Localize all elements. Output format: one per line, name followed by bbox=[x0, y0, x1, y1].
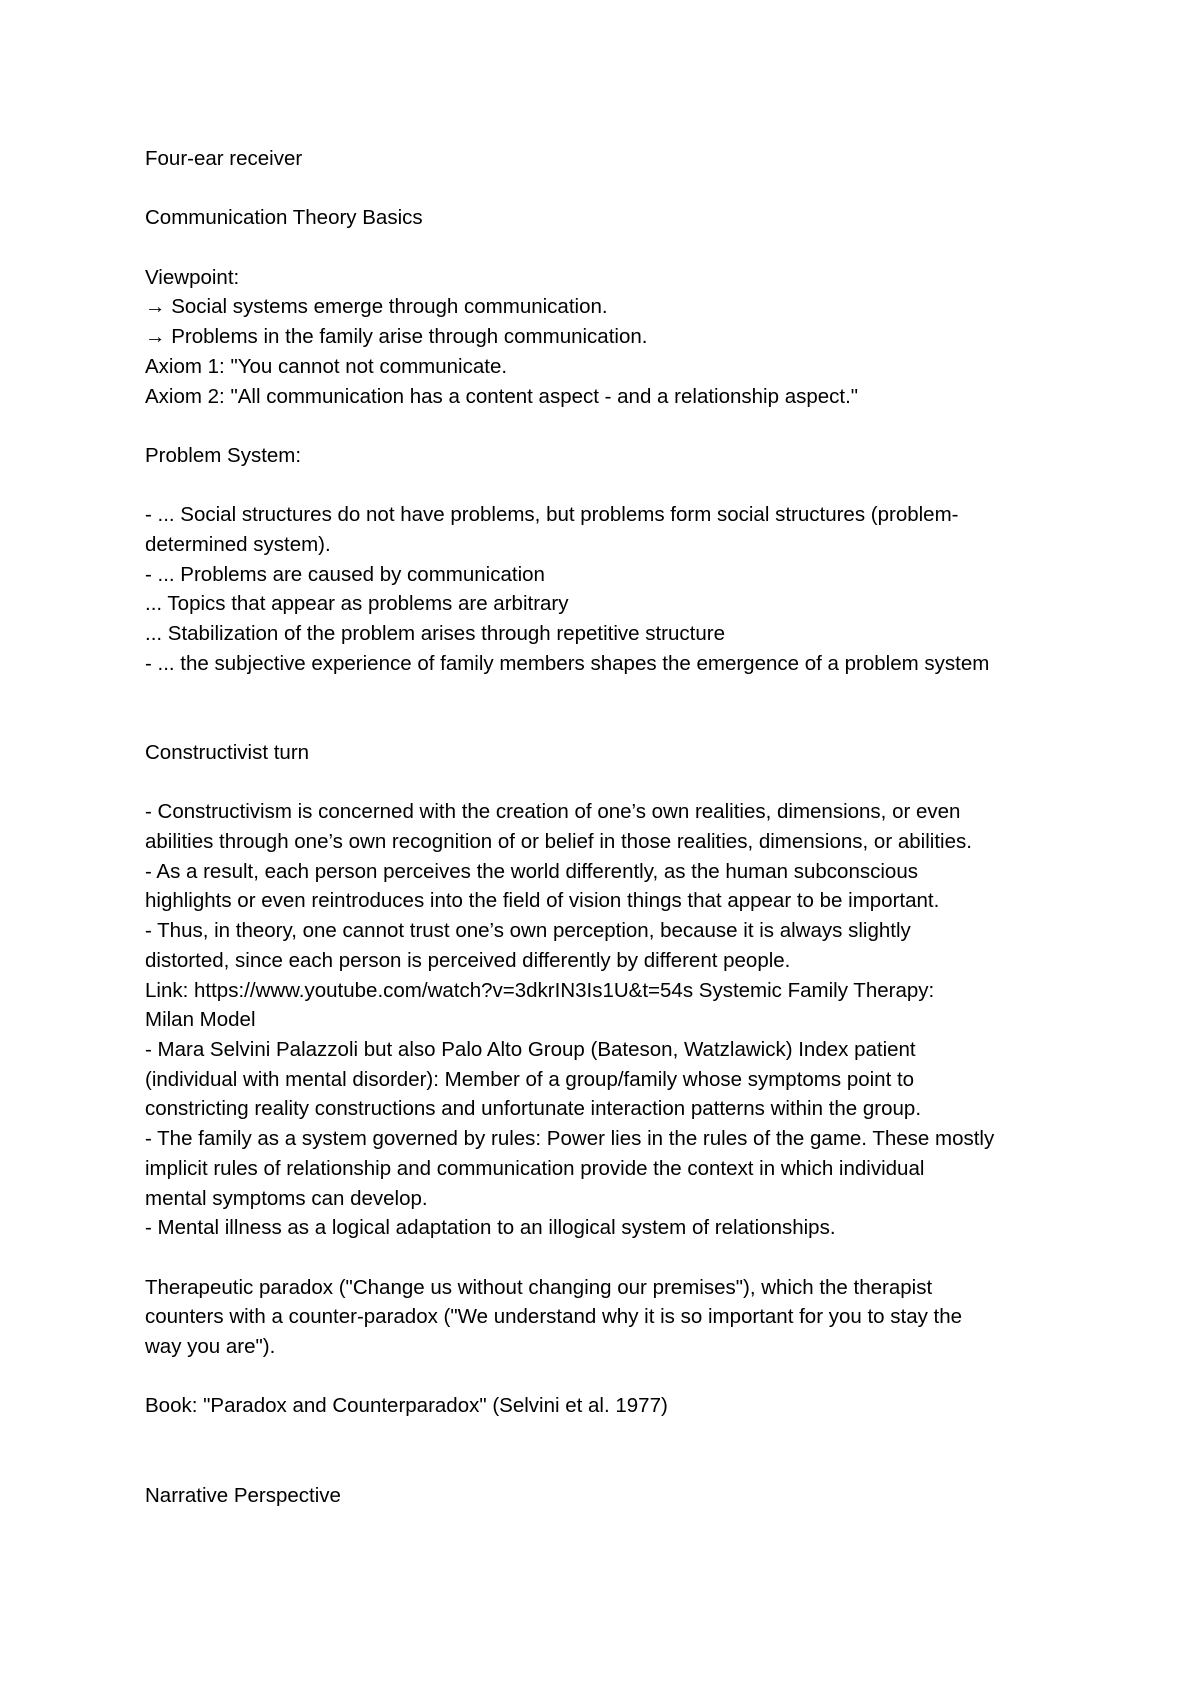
document-subtitle: Communication Theory Basics bbox=[145, 206, 423, 230]
constructivist-line: - Constructivism is concerned with the creation of one’s own realities, dimensions, or even bbox=[145, 800, 961, 824]
link-line: Link: https://www.youtube.com/watch?v=3dkrIN3Is1U&t=54s Systemic Family Therapy: bbox=[145, 978, 935, 1002]
viewpoint-line: → Problems in the family arise through communication. bbox=[145, 325, 648, 349]
problem-system-line: - ... Social structures do not have problems, but problems form social structures (problem- bbox=[145, 503, 959, 527]
constructivist-heading: Constructivist turn bbox=[145, 740, 310, 764]
axiom-line: Axiom 1: "You cannot not communicate. bbox=[145, 354, 508, 378]
problem-system-line: - ... Problems are caused by communication bbox=[145, 562, 545, 586]
problem-system-line: determined system). bbox=[145, 533, 331, 557]
constructivist-line: - Mental illness as a logical adaptation to an illogical system of relationships. bbox=[145, 1216, 836, 1240]
document-title: Four-ear receiver bbox=[145, 147, 303, 170]
constructivist-line: - Thus, in theory, one cannot trust one’s own perception, because it is always slightly bbox=[145, 919, 911, 943]
book-reference: Book: "Paradox and Counterparadox" (Selvini et al. 1977) bbox=[145, 1394, 668, 1418]
constructivist-line: Milan Model bbox=[145, 1008, 256, 1032]
constructivist-line: highlights or even reintroduces into the field of vision things that appear to be important. bbox=[145, 889, 940, 913]
constructivist-line: - Mara Selvini Palazzoli but also Palo Alto Group (Bateson, Watzlawick) Index patient bbox=[145, 1038, 916, 1061]
problem-system-line: ... Topics that appear as problems are arbitrary bbox=[145, 592, 569, 616]
axiom-line: Axiom 2: "All communication has a content aspect - and a relationship aspect." bbox=[145, 384, 859, 408]
constructivist-line: - The family as a system governed by rules: Power lies in the rules of the game. These mostly bbox=[145, 1127, 995, 1151]
viewpoint-line: → Social systems emerge through communication. bbox=[145, 295, 608, 319]
constructivist-line: constricting reality constructions and unfortunate interaction patterns within the group. bbox=[145, 1097, 922, 1121]
constructivist-line: distorted, since each person is perceived differently by different people. bbox=[145, 948, 791, 972]
constructivist-line: - As a result, each person perceives the world differently, as the human subconscious bbox=[145, 859, 918, 883]
paradox-line: counters with a counter-paradox ("We understand why it is so important for you to stay the bbox=[145, 1305, 963, 1329]
constructivist-line: mental symptoms can develop. bbox=[145, 1186, 428, 1210]
paradox-line: way you are"). bbox=[145, 1335, 276, 1359]
document-body bbox=[145, 144, 1075, 1510]
viewpoint-heading: Viewpoint: bbox=[145, 265, 240, 289]
constructivist-line: (individual with mental disorder): Member of a group/family whose symptoms point to bbox=[145, 1067, 915, 1091]
problem-system-line: ... Stabilization of the problem arises through repetitive structure bbox=[145, 622, 725, 646]
problem-system-heading: Problem System: bbox=[145, 443, 302, 467]
problem-system-line: - ... the subjective experience of family members shapes the emergence of a problem system bbox=[145, 651, 990, 675]
constructivist-line: abilities through one’s own recognition of or belief in those realities, dimensions, or abilities. bbox=[145, 830, 972, 854]
paradox-line: Therapeutic paradox ("Change us without changing our premises"), which the therapist bbox=[145, 1275, 933, 1299]
constructivist-line: implicit rules of relationship and communication provide the context in which individual bbox=[145, 1156, 925, 1180]
narrative-heading: Narrative Perspective bbox=[145, 1483, 341, 1507]
